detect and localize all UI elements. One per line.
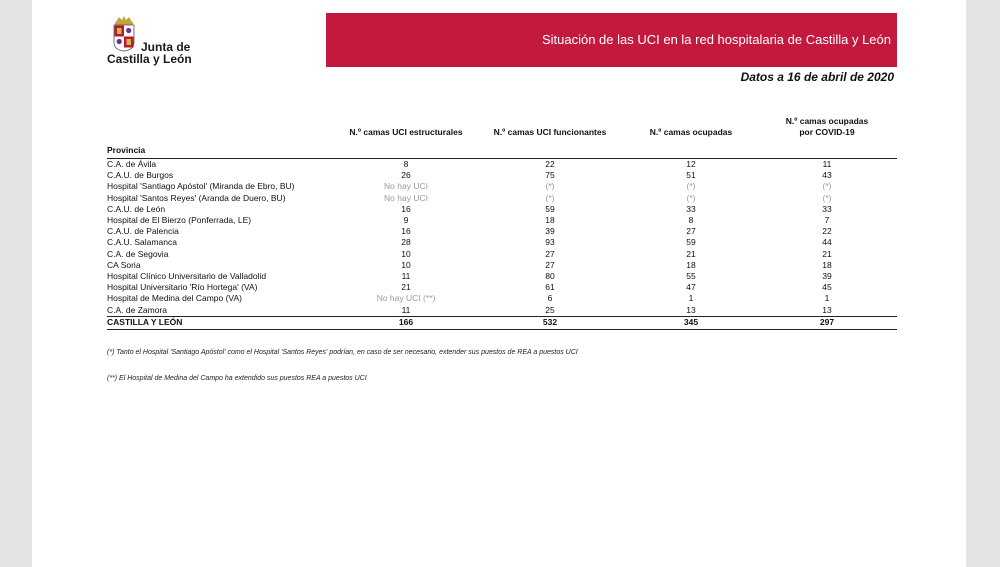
cell-estructurales: 11 [401, 304, 411, 315]
header-ocupadas: N.º camas ocupadas [649, 127, 733, 137]
cell-ocupadas: 33 [686, 203, 696, 214]
cell-covid: (*) [822, 181, 832, 192]
cell-provincia: C.A.U. Salamanca [107, 237, 177, 248]
cell-ocupadas: 27 [686, 226, 696, 237]
cell-covid: 45 [822, 282, 832, 293]
header-covid [757, 110, 897, 144]
cell-funcionantes: 22 [545, 159, 555, 170]
cell-provincia: Hospital Universitario 'Río Hortega' (VA) [107, 282, 258, 293]
uci-table-container [107, 110, 897, 330]
cell-covid: 22 [822, 226, 832, 237]
table-row [107, 204, 897, 215]
cell-ocupadas: 8 [688, 215, 694, 226]
cell-funcionantes: 25 [545, 304, 555, 315]
header-blank [337, 144, 475, 159]
cell-estructurales: 16 [401, 203, 411, 214]
cell-funcionantes: 27 [545, 259, 555, 270]
cell-ocupadas: 12 [686, 159, 696, 170]
cell-covid: 11 [822, 159, 832, 170]
cell-estructurales: 21 [401, 282, 411, 293]
cell-funcionantes: 61 [545, 282, 555, 293]
cell-provincia: CA Soria [107, 259, 141, 270]
header-blank [625, 144, 757, 159]
footnote-1: (*) Tanto el Hospital 'Santiago Apóstol' como el Hospital 'Santos Reyes' podrían, en caso de ser necesario, extender sus puestos de REA a puestos UCI [107, 349, 578, 356]
title-banner [326, 13, 897, 67]
cell-covid: 39 [822, 270, 832, 281]
cell-covid: 1 [824, 293, 830, 304]
date-label: Datos a 16 de abril de 2020 [740, 70, 894, 84]
cell-covid: 33 [822, 203, 832, 214]
cell-estructurales: 10 [401, 259, 411, 270]
cell-provincia: C.A. de Segovia [107, 248, 169, 259]
logo-text-line1: Junta de [141, 40, 191, 54]
header-blank [475, 144, 625, 159]
banner-title: Situación de las UCI en la red hospitalaria de Castilla y León [541, 32, 891, 47]
cell-ocupadas: 51 [686, 170, 696, 181]
table-row [107, 293, 897, 304]
cell-covid: 7 [824, 215, 830, 226]
total-cell-covid: 297 [757, 316, 897, 329]
table-row [107, 260, 897, 271]
table-row [107, 237, 897, 248]
total-cell-provincia: CASTILLA Y LEÓN [107, 316, 337, 329]
document-page [32, 0, 966, 567]
table-row [107, 271, 897, 282]
cell-ocupadas: 1 [688, 293, 694, 304]
cell-covid: 21 [822, 248, 832, 259]
cell-ocupadas: 59 [686, 237, 696, 248]
cell-ocupadas: 18 [686, 259, 696, 270]
header-spacer [107, 110, 337, 144]
cell-estructurales: 8 [403, 159, 409, 170]
cell-covid: 43 [822, 170, 832, 181]
logo-text-line2: Castilla y León [107, 52, 192, 66]
cell-estructurales: 11 [401, 270, 411, 281]
cell-estructurales: No hay UCI [384, 181, 428, 192]
cell-funcionantes: (*) [545, 192, 555, 203]
cell-provincia: C.A. de Zamora [107, 304, 167, 315]
cell-funcionantes: 93 [545, 237, 555, 248]
table-row [107, 215, 897, 226]
cell-ocupadas: 13 [686, 304, 696, 315]
footnote-2: (**) El Hospital de Medina del Campo ha extendido sus puestos REA a puestos UCI [107, 375, 367, 382]
table-row [107, 304, 897, 316]
header-funcionantes: N.º camas UCI funcionantes [493, 127, 607, 137]
table-body [107, 159, 897, 330]
header-blank [757, 144, 897, 159]
cell-funcionantes: 80 [545, 270, 555, 281]
cell-covid: 13 [822, 304, 832, 315]
cell-covid: 18 [822, 259, 832, 270]
cell-ocupadas: 47 [686, 282, 696, 293]
cell-provincia: Hospital Clínico Universitario de Valladolid [107, 270, 267, 281]
cell-provincia: Hospital de El Bierzo (Ponferrada, LE) [107, 215, 252, 226]
cell-funcionantes: 39 [545, 226, 555, 237]
cell-provincia: Hospital 'Santiago Apóstol' (Miranda de Ebro, BU) [107, 181, 295, 192]
header-provincia: Provincia [107, 144, 337, 159]
column-header-row [107, 110, 897, 144]
cell-provincia: C.A.U. de Burgos [107, 170, 174, 181]
header-covid-line2: por COVID-19 [799, 127, 855, 137]
table-row [107, 170, 897, 181]
total-row [107, 316, 897, 329]
cell-ocupadas: (*) [686, 192, 696, 203]
cell-estructurales: No hay UCI (**) [376, 293, 436, 304]
cell-funcionantes: 59 [545, 203, 555, 214]
cell-provincia: Hospital de Medina del Campo (VA) [107, 293, 242, 304]
table-row [107, 226, 897, 237]
provincia-header-row [107, 144, 897, 159]
cell-funcionantes: 18 [545, 215, 555, 226]
cell-ocupadas: 21 [686, 248, 696, 259]
uci-table [107, 110, 897, 330]
junta-logo [107, 16, 197, 64]
total-cell-estructurales: 166 [337, 316, 475, 329]
header-covid-line1: N.º camas ocupadas [785, 116, 869, 126]
cell-estructurales: 10 [401, 248, 411, 259]
table-row [107, 181, 897, 192]
total-cell-ocupadas: 345 [625, 316, 757, 329]
cell-provincia: C.A.U. de Palencia [107, 226, 179, 237]
cell-funcionantes: 75 [545, 170, 555, 181]
cell-estructurales: 28 [401, 237, 411, 248]
table-row [107, 282, 897, 293]
cell-estructurales: 16 [401, 226, 411, 237]
total-cell-funcionantes: 532 [475, 316, 625, 329]
table-row [107, 159, 897, 171]
cell-estructurales: 26 [401, 170, 411, 181]
cell-provincia: C.A.U. de León [107, 203, 166, 214]
cell-estructurales: 9 [403, 215, 409, 226]
cell-ocupadas: (*) [686, 181, 696, 192]
cell-funcionantes: 6 [547, 293, 553, 304]
cell-provincia: C.A. de Ávila [107, 159, 157, 170]
cell-provincia: Hospital 'Santos Reyes' (Aranda de Duero, BU) [107, 192, 286, 203]
cell-funcionantes: 27 [545, 248, 555, 259]
header-estructurales: N.º camas UCI estructurales [349, 127, 463, 137]
cell-funcionantes: (*) [545, 181, 555, 192]
cell-covid: (*) [822, 192, 832, 203]
table-row [107, 193, 897, 204]
coat-of-arms-icon [111, 16, 137, 52]
cell-covid: 44 [822, 237, 832, 248]
cell-ocupadas: 55 [686, 270, 696, 281]
cell-estructurales: No hay UCI [384, 192, 428, 203]
table-row [107, 249, 897, 260]
